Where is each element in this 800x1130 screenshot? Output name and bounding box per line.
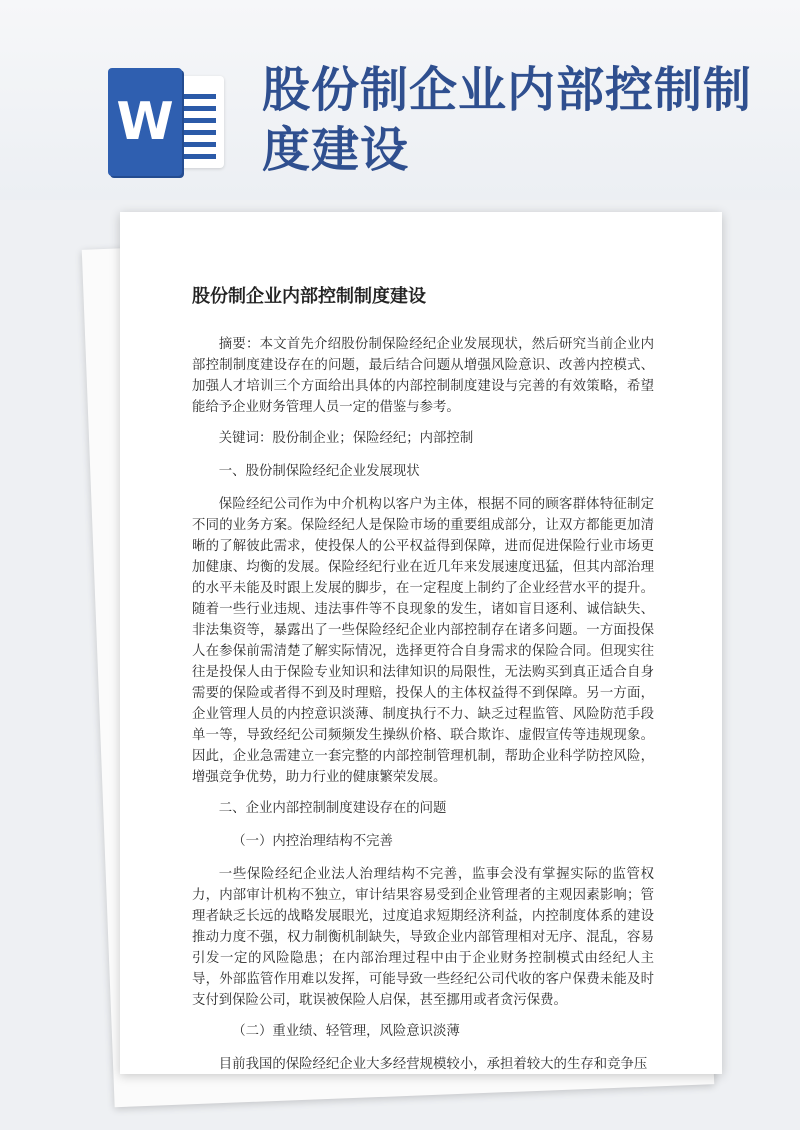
document-page xyxy=(120,212,722,1074)
subsection-heading-1: （一）内控治理结构不完善 xyxy=(232,834,393,849)
banner-title: 股份制企业内部控制制度建设 xyxy=(262,62,753,178)
abstract-paragraph: 摘要：本文首先介绍股份制保险经纪企业发展现状，然后研究当前企业内部控制制度建设存在的问题，最后结合问题从增强风险意识、改善内控模式、加强人才培训三个方面给出具体的内部控制制度建设与完善的有效策略，希望能给予企业财务管理人员一定的借鉴与参考。 xyxy=(192,337,654,415)
word-badge: W xyxy=(108,68,182,176)
keywords-line: 关键词：股份制企业；保险经纪；内部控制 xyxy=(218,431,474,446)
subsection-heading-2: （二）重业绩、轻管理，风险意识淡薄 xyxy=(232,1024,460,1039)
document-title: 股份制企业内部控制制度建设 xyxy=(192,286,426,307)
section-heading-1: 一、股份制保险经纪企业发展现状 xyxy=(218,464,420,479)
section-body-1: 保险经纪公司作为中介机构以客户为主体，根据不同的顾客群体特征制定不同的业务方案。保险经纪人是保险市场的重要组成部分，让双方都能更加清晰的了解彼此需求，使投保人的公平权益得到保障，进而促进保险行业市场更加健康、均衡的发展。保险经纪行业在近几年来发展速度迅猛，但其内部治理的水平未能及时跟上发展的脚步，在一定程度上制约了企业经营水平的提升。随着一些行业违规、违法事件等不良现象的发生，诸如盲目逐利、诚信缺失、非法集资等，暴露出了一些保险经纪企业内部控制存在诸多问题。一方面投保人在参保前需清楚了解实际情况，选择更符合自身需求的保险合同。但现实往往是投保人由于保险专业知识和法律知识的局限性，无法购买到真正适合自身需要的保险或者得不到及时理赔，投保人的主体权益得不到保障。另一方面，企业管理人员的内控意识淡薄、制度执行不力、缺乏过程监管、风险防范手段单一等，导致经纪公司频频发生操纵价格、联合欺诈、虚假宣传等违规现象。因此，企业急需建立一套完整的内部控制管理机制，帮助企业科学防控风险，增强竞争优势，助力行业的健康繁荣发展。 xyxy=(192,497,654,785)
word-icon xyxy=(108,68,228,176)
subsection-body-1: 一些保险经纪企业法人治理结构不完善，监事会没有掌握实际的监管权力，内部审计机构不独立，审计结果容易受到企业管理者的主观因素影响；管理者缺乏长远的战略发展眼光，过度追求短期经济利益，内控制度体系的建设推动力度不强，权力制衡机制缺失，导致企业内部管理相对无序、混乱，容易引发一定的风险隐患；在内部治理过程中由于企业财务控制模式由经纪人主导，外部监管作用难以发挥，可能导致一些经纪公司代收的客户保费未能及时支付到保险公司，耽误被保险人启保，甚至挪用或者贪污保费。 xyxy=(192,867,654,1008)
section-heading-2: 二、企业内部控制制度建设存在的问题 xyxy=(218,801,447,816)
subsection-body-2: 目前我国的保险经纪企业大多经营规模较小，承担着较大的生存和竞争压 xyxy=(218,1057,648,1072)
